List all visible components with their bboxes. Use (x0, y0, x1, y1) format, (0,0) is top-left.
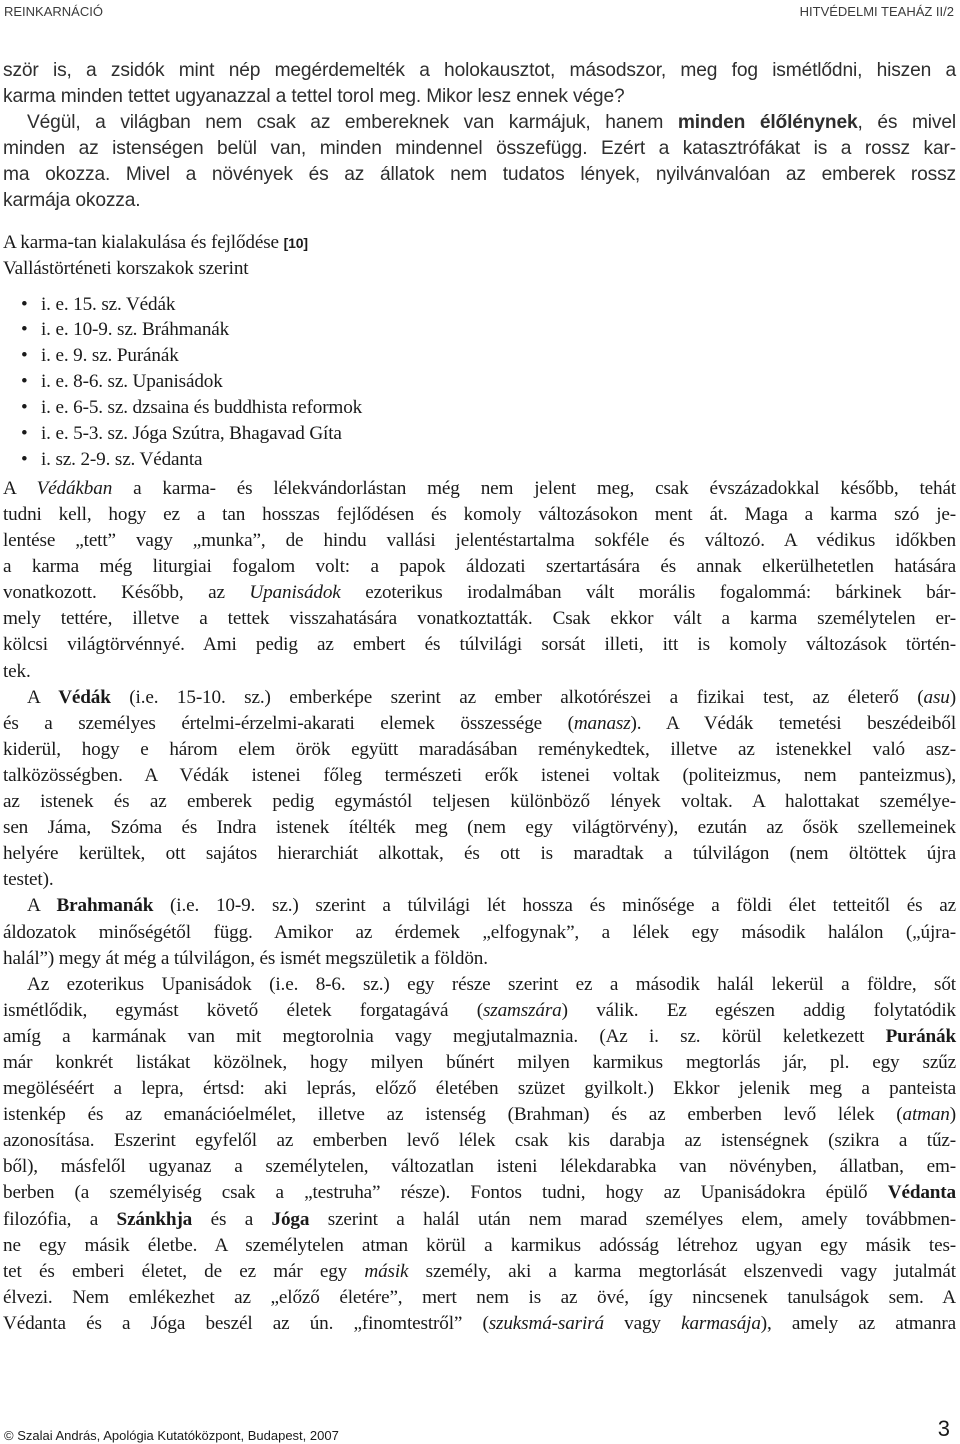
header-left: REINKARNÁCIÓ (4, 4, 103, 19)
intro-line: ma okozza. Mivel a növények és az állatok nem tudatos lények, nyilvánvalóan az emberek rossz (3, 164, 956, 186)
bullet-icon: • (21, 397, 28, 419)
body-line (3, 685, 956, 711)
page-number: 3 (937, 1416, 950, 1441)
text-run: és a személyes értelmi-érzelmi-akarati elemek összessége ( (3, 712, 574, 734)
text-run: A (27, 895, 57, 917)
body-line: tek. (3, 660, 31, 682)
intro-line (3, 110, 956, 136)
list-item (3, 447, 956, 473)
text-run: a karma- és lélekvándorlástan még nem jelent meg, csak évszázadokkal később, tehát (112, 477, 956, 499)
list-item (3, 317, 956, 343)
text-run: Végül, a világban nem csak az embereknek van karmájuk, hanem (27, 112, 678, 134)
text-run: filozófia, a (3, 1208, 117, 1230)
section-subtitle: Vallástörténeti korszakok szerint (3, 257, 249, 279)
text-run: tet és emberi életet, de ez már egy (3, 1260, 365, 1282)
body-line (3, 1180, 956, 1206)
paragraph-brahmanak (3, 893, 956, 971)
bullet-icon: • (21, 423, 28, 445)
section-title (3, 230, 956, 256)
body-line (3, 580, 956, 606)
bold-term: Brahmanák (56, 895, 154, 917)
reference-marker: [10] (283, 234, 308, 251)
text-run: Védanta és a Jóga beszél az ún. „finomtestről” ( (3, 1312, 489, 1334)
body-line (3, 476, 956, 502)
text-run: és a (192, 1208, 272, 1230)
body-line: áldozatok minőségétől függ. Amikor az érdemek „elfogynak”, a lélek egy második halálon („újra- (3, 921, 956, 943)
list-item (3, 292, 956, 318)
list-item-text: i. sz. 2-9. sz. Védanta (41, 449, 203, 470)
body-line (3, 1102, 956, 1128)
running-header (0, 0, 960, 26)
text-run: ), amely az atmanra (760, 1312, 956, 1334)
list-item-text: i. e. 5-3. sz. Jóga Szútra, Bhagavad Gíta (41, 423, 342, 445)
body-line: halál”) megy át még a túlvilágon, és ismét megszületik a földön. (3, 947, 488, 969)
body-line: ből), másfelől ugyanaz a személytelen, változatlan isteni lélekdarabka van növényben, állatban, em- (3, 1156, 956, 1178)
copyright-notice: © Szalai András, Apológia Kutatóközpont, Budapest, 2007 (4, 1428, 339, 1443)
intro-line: karma minden tettet ugyanazzal a tettel torol meg. Mikor lesz ennek vége? (3, 86, 625, 108)
list-item (3, 343, 956, 369)
body-line: tudni kell, hogy ez a tan hosszas fejlődésen és komoly változásokon ment át. Maga a karma szó je- (3, 504, 956, 525)
list-item-text: i. e. 6-5. sz. dzsaina és buddhista reformok (41, 397, 363, 419)
bold-term: Szánkhja (116, 1208, 193, 1230)
emphasis: minden élőlénynek (677, 112, 858, 134)
bold-term: Védanta (887, 1182, 956, 1204)
text-run: (i.e. 15-10. sz.) emberképe szerint az ember alkotórészei a fizikai test, az életerő ( (110, 686, 924, 708)
intro-line: ször is, a zsidók mint nép megérdemelték a holokausztot, másodszor, meg fog ismétlődni, hiszen a (3, 60, 956, 81)
body-line (3, 711, 956, 737)
paragraph-vedak-intro (3, 476, 956, 685)
body-line: lentése „tett” vagy „munka”, de hindu vallási jelentéstartalma sokféle és változó. A védikus időkben (3, 530, 956, 552)
text-run: személy, aki a karma megtorlását elszenvedi vagy jutalmát (408, 1260, 956, 1282)
body-line: megöléséért a lepra, értsd: aki leprás, előző életében szüzet gyilkolt.) Ekkor jelenik meg a panteista (3, 1078, 956, 1100)
bullet-icon: • (21, 345, 28, 367)
bullet-icon: • (21, 293, 28, 315)
paragraph-upanisadok (3, 972, 956, 1337)
body-line: ne egy másik életbe. A személytelen atman körül a karmikus adósság létrehoz ugyan egy másik tes- (3, 1234, 956, 1256)
body-line (3, 893, 956, 919)
text-run: berben (a személyiség csak a „testruha” része). Fontos tudni, hogy az Upanisádokra épülő (3, 1182, 888, 1204)
text-run: amíg a karmának van mit megtorolnia vagy megjutalmaznia. (Az i. sz. körül keletkezett (3, 1025, 886, 1047)
body-line: talközösségben. A Védák istenei főleg természeti erők istenei voltak (politeizmus, nem panteizmus), (3, 764, 956, 786)
text-run: ) válik. Ez egészen addig folytatódik (561, 999, 956, 1021)
intro-line: minden az istenségen belül van, minden mindennel összefügg. Ezért a katasztrófákat is a rossz kar- (3, 138, 956, 160)
text-run: ) (949, 1104, 956, 1126)
page-footer (4, 1416, 954, 1444)
text-run: vonatkozott. Később, az (3, 582, 250, 604)
list-item (3, 421, 956, 447)
paragraph-vedak (3, 685, 956, 894)
bullet-icon: • (21, 449, 28, 470)
italic-term: szuksmá-sarirá (488, 1312, 604, 1334)
list-item-text: i. e. 10-9. sz. Bráhmanák (41, 319, 230, 341)
page-body (3, 58, 956, 1337)
italic-term: Upanisádok (249, 582, 341, 604)
italic-term: karmasája (681, 1312, 761, 1334)
body-line (3, 1311, 956, 1337)
list-item-text: i. e. 15. sz. Védák (41, 293, 176, 315)
list-item-text: i. e. 8-6. sz. Upanisádok (41, 371, 223, 393)
text-run: A (27, 686, 59, 708)
body-line (3, 1259, 956, 1285)
body-line: testet). (3, 869, 54, 891)
text-run: ) (949, 686, 957, 708)
body-line: élvezi. Nem emlékezhet az „előző életére”, mert nem is az övé, így nincsenek tanulságok sem. A (3, 1286, 956, 1308)
text-run: A (3, 477, 37, 499)
list-item (3, 395, 956, 421)
text-run: (i.e. 10-9. sz.) szerint a túlvilági lét hossza és minősége a földi élet tetteitől és az (153, 895, 956, 917)
text-run: istenkép és az emanációelmélet, illetve az istenség (Brahman) és az emberben levő lélek ( (3, 1104, 903, 1126)
list-item (3, 369, 956, 395)
italic-term: atman (902, 1104, 950, 1126)
body-line: már konkrét listákat közölnek, hogy milyen bűnért milyen karmikus megtorlás jár, pl. egy szűz (3, 1051, 956, 1073)
italic-term: asu (923, 686, 950, 708)
section-title-text: A karma-tan kialakulása és fejlődése (3, 231, 284, 253)
body-line: a karma még liturgiai fogalom volt: a papok áldozati szertartására és annak elkerülhetetlen hatására (3, 556, 956, 578)
body-line (3, 1207, 956, 1233)
body-line: kölcsi világtörvénnyé. Ami pedig az embert és túlvilági sorsát illeti, itt is komoly változások történ- (3, 634, 956, 656)
body-line: helyére kerültek, ott sajátos hierarchiát alkottak, és ott is maradtak a túlvilágon (nem öltöttek újra (3, 843, 956, 865)
body-line: kiderül, hogy e három elem örök együtt maradásában reménykedtek, illetve az istenekkel való asz- (3, 738, 956, 760)
bold-term: Puránák (885, 1025, 956, 1047)
body-line: mely tettére, illetve a tettek visszahatására vonatkoztatták. Csak ekkor vált a karma személytelen er- (3, 608, 956, 630)
period-list (3, 292, 956, 473)
body-line: az istenek és az emberek pedig egymástól teljesen különböző lények voltak. A halottakat személye- (3, 791, 956, 813)
italic-term: szamszára (482, 999, 562, 1021)
body-line: sen Jáma, Szóma és Indra istenek ítélték meg (nem egy világtörvény), ezután az ősök szellemeinek (3, 817, 956, 839)
list-item-text: i. e. 9. sz. Puránák (41, 345, 179, 367)
text-run: ezoterikus irodalmában vált morális fogalommá: bárkinek bár- (340, 582, 956, 604)
bullet-icon: • (21, 371, 28, 393)
italic-term: manasz (573, 712, 631, 734)
body-line (3, 1024, 956, 1050)
intro-paragraph (3, 58, 956, 215)
bold-term: Védák (58, 686, 111, 708)
body-line (3, 998, 956, 1024)
italic-term: Védákban (36, 477, 113, 499)
intro-line: karmája okozza. (3, 190, 141, 212)
body-line: azonosítása. Eszerint egyfelől az emberben levő lélek csak kis darabja az istenségnek (szikra a tűz- (3, 1130, 956, 1152)
text-run: , és mivel (857, 112, 956, 134)
header-right: HITVÉDELMI TEAHÁZ II/2 (799, 4, 954, 19)
bullet-icon: • (21, 319, 28, 341)
bold-term: Jóga (271, 1208, 310, 1230)
text-run: ismétlődik, egymást követő életek forgatagává ( (3, 999, 483, 1021)
text-run: vagy (603, 1312, 682, 1334)
text-run: szerint a halál után nem marad személyes elem, amely továbbmen- (309, 1208, 957, 1230)
italic-term: másik (364, 1260, 409, 1282)
text-run: ). A Védák temetési beszédeiből (630, 712, 956, 734)
body-line: Az ezoterikus Upanisádok (i.e. 8-6. sz.) egy része szerint ez a második halál lekerül a földre, sőt (27, 973, 956, 995)
